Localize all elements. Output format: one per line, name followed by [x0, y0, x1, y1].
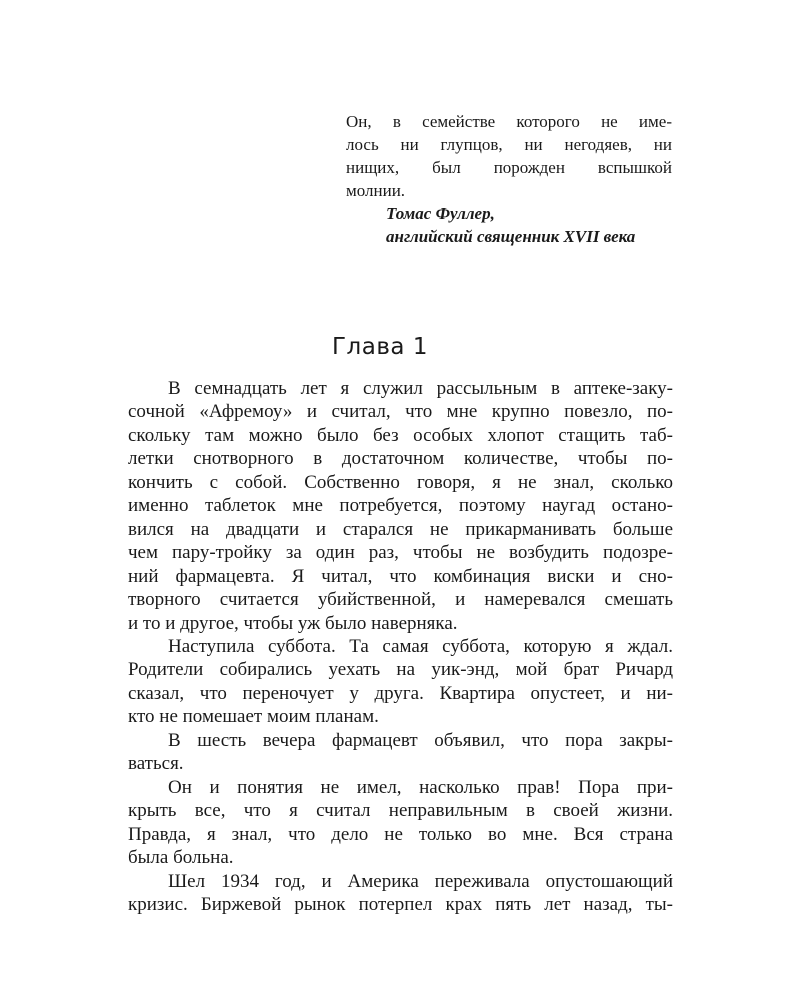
text-line: ний фармацевта. Я читал, что комбинация виски и сно-: [128, 565, 673, 587]
text-line: была больна.: [128, 847, 234, 869]
epigraph-line: нищих, был порожден вспышкой: [346, 158, 672, 177]
text-line: Наступила суббота. Та самая суббота, которую я ждал.: [168, 635, 673, 657]
paragraph: [88, 635, 673, 729]
paragraph: [88, 377, 673, 635]
text-line: творного считается убийственной, и намеревался смешать: [128, 589, 673, 611]
epigraph-line: лось ни глупцов, ни негодяев, ни: [346, 135, 672, 154]
text-line: В шесть вечера фармацевт объявил, что пора закры-: [168, 729, 673, 751]
chapter-body: [88, 377, 673, 916]
text-line: Родители собирались уехать на уик-энд, мой брат Ричард: [128, 659, 673, 681]
chapter-title: Глава 1: [332, 334, 428, 360]
text-line: и то и другое, чтобы уж было наверняка.: [128, 612, 458, 634]
epigraph-text: [346, 110, 672, 202]
text-line: именно таблеток мне потребуется, поэтому наугад остано-: [128, 495, 673, 517]
text-line: вился на двадцати и старался не прикарманивать больше: [128, 518, 673, 540]
text-line: кто не помешает моим планам.: [128, 706, 379, 728]
text-line: В семнадцать лет я служил рассыльным в аптеке-заку-: [168, 378, 673, 399]
text-line: Правда, я знал, что дело не только во мне. Вся страна: [128, 823, 673, 845]
text-line: сочной «Афремоу» и считал, что мне крупно повезло, по-: [128, 401, 673, 423]
paragraph: [88, 870, 673, 917]
text-line: крыть все, что я считал неправильным в своей жизни.: [128, 800, 673, 822]
text-line: Он и понятия не имел, насколько прав! Пора при-: [168, 776, 673, 798]
epigraph: [346, 110, 672, 248]
epigraph-author: Томас Фуллер,: [386, 204, 495, 223]
text-line: сказал, что переночует у друга. Квартира опустеет, и ни-: [128, 682, 673, 704]
text-line: летки снотворного в достаточном количестве, чтобы по-: [128, 448, 673, 470]
text-line: чем пару-тройку за один раз, чтобы не возбудить подозре-: [128, 542, 673, 564]
epigraph-line: Он, в семействе которого не име-: [346, 112, 672, 131]
text-line: ваться.: [128, 753, 184, 775]
epigraph-source: английский священник XVII века: [386, 227, 636, 246]
text-line: кончить с собой. Собственно говоря, я не знал, сколько: [128, 471, 673, 493]
text-line: Шел 1934 год, и Америка переживала опустошающий: [168, 870, 673, 892]
paragraph: [88, 776, 673, 870]
epigraph-line: молнии.: [346, 181, 406, 200]
text-line: скольку там можно было без особых хлопот стащить таб-: [128, 424, 673, 446]
paragraph: [88, 729, 673, 776]
text-line: кризис. Биржевой рынок потерпел крах пять лет назад, ты-: [128, 893, 673, 915]
